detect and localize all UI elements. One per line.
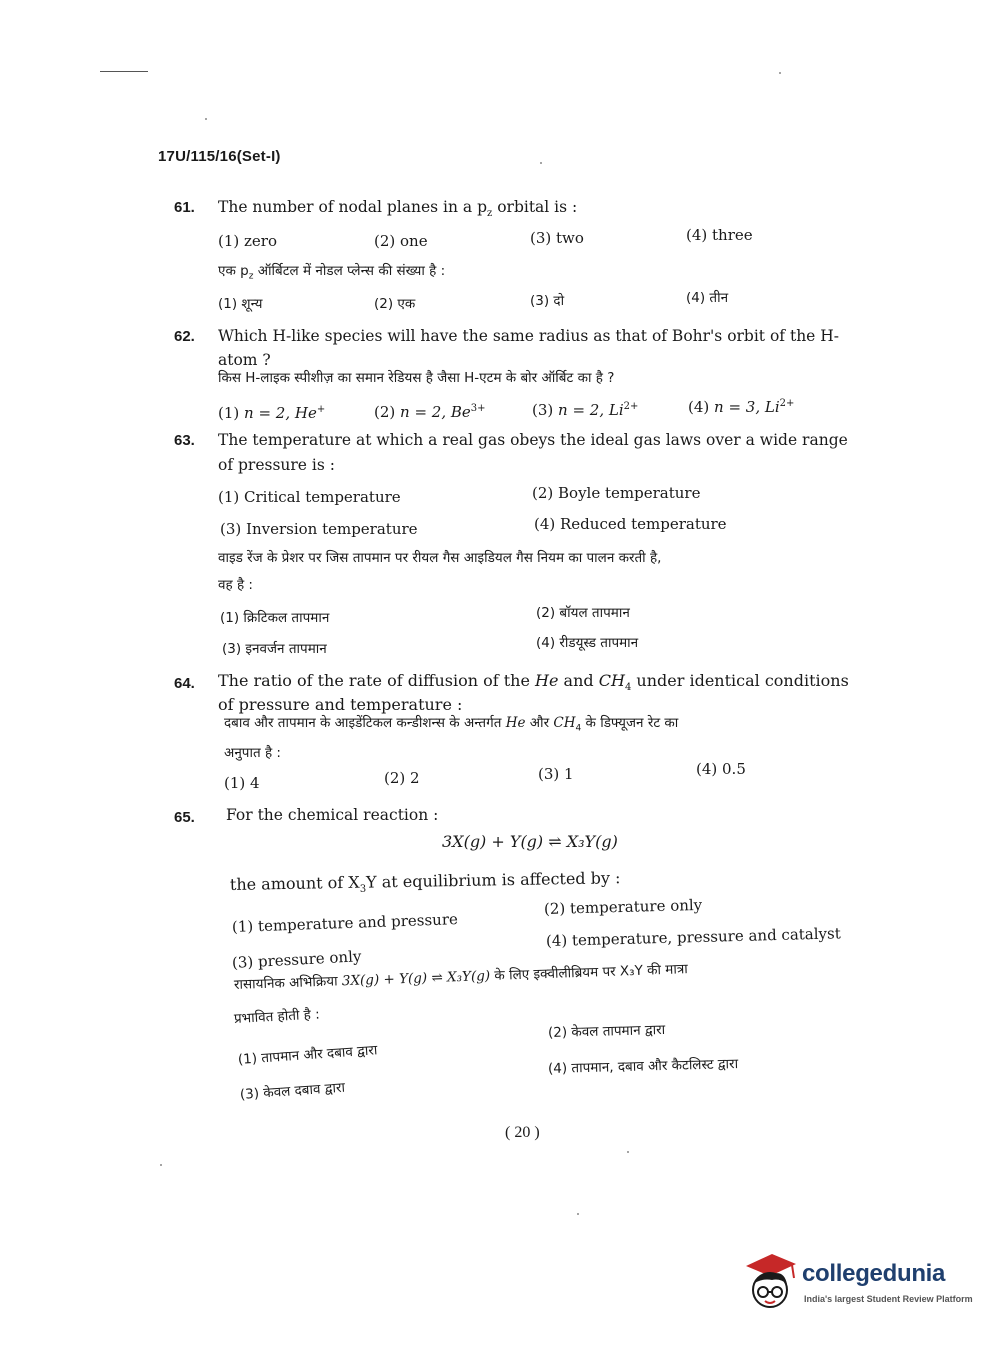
scan-speck — [540, 162, 542, 164]
brand-tagline: India's largest Student Review Platform — [804, 1294, 973, 1304]
question-text-en-line1: For the chemical reaction : — [226, 806, 439, 824]
option-3-hi: (3) केवल दबाव द्वारा — [239, 1079, 346, 1103]
option-2-hi: (2) बॉयल तापमान — [536, 605, 630, 621]
question-text-en-line1: The ratio of the rate of diffusion of the He and $CH_4$ under identical conditions — [218, 671, 849, 694]
question-text-hi: एक $p_z$ ऑर्बिटल में नोडल प्लेन्स की संख्या है : — [218, 263, 446, 282]
question-text-en-line1: Which H-like species will have the same radius as that of Bohr's orbit of the H- — [218, 327, 840, 345]
option-1-hi: (1) क्रिटिकल तापमान — [220, 610, 330, 626]
question-number: 61. — [174, 199, 195, 216]
question-number: 65. — [174, 809, 195, 826]
option-4: (4) n = 3, $Li^{2+}$ — [688, 398, 795, 416]
question-text-en-line2: of pressure and temperature : — [218, 695, 463, 714]
option-4: (4) Reduced temperature — [534, 515, 727, 533]
scan-speck — [627, 1151, 629, 1153]
question-text-hi-line1: वाइड रेंज के प्रेशर पर जिस तापमान पर रीयल गैस आइडियल गैस नियम का पालन करती है, — [218, 550, 662, 566]
question-text-en: The number of nodal planes in a $p_z$ orbital is : — [218, 198, 578, 220]
option-4: (4) three — [686, 226, 753, 244]
option-2-hi: (2) केवल तापमान द्वारा — [547, 1021, 666, 1041]
page-number: ( 20 ) — [505, 1124, 540, 1141]
option-4-hi: (4) तीन — [686, 290, 729, 306]
question-text-hi-line2: वह है : — [218, 577, 253, 593]
reaction-equation: 3X(g) + Y(g) ⇌ X₃Y(g) — [442, 832, 618, 851]
question-text-hi-line2: प्रभावित होती है : — [233, 1006, 321, 1027]
question-number: 64. — [174, 675, 195, 692]
option-4: (4) 0.5 — [696, 760, 746, 778]
question-text-hi-line2: अनुपात है : — [224, 745, 281, 761]
question-text-en-line1: The temperature at which a real gas obeys the ideal gas laws over a wide range — [218, 431, 848, 449]
question-number: 63. — [174, 432, 195, 449]
scan-speck — [779, 72, 781, 74]
question-61 — [174, 199, 844, 319]
option-3: (3) n = 2, $Li^{2+}$ — [532, 401, 639, 419]
option-2: (2) temperature only — [543, 895, 703, 918]
scan-speck — [205, 118, 207, 120]
option-1: (1) n = 2, He+ — [218, 404, 326, 422]
option-1: (1) temperature and pressure — [231, 910, 459, 936]
question-text-hi: किस H-लाइक स्पीशीज़ का समान रेडियस है जैसा H-एटम के बोर ऑर्बिट का है ? — [218, 370, 615, 386]
option-1-hi: (1) तापमान और दबाव द्वारा — [237, 1042, 378, 1068]
mascot-logo-icon — [742, 1250, 798, 1312]
option-3-hi: (3) दो — [530, 293, 565, 309]
option-2: (2) 2 — [384, 769, 420, 787]
option-3: (3) Inversion temperature — [220, 520, 418, 538]
option-3-hi: (3) इनवर्जन तापमान — [222, 641, 327, 657]
question-65 — [174, 805, 844, 1110]
question-64 — [174, 670, 849, 795]
option-4: (4) temperature, pressure and catalyst — [545, 924, 841, 950]
scan-speck — [160, 1164, 162, 1166]
option-2-hi: (2) एक — [374, 296, 416, 312]
option-3: (3) two — [530, 229, 584, 247]
question-text-hi-line1: रासायनिक अभिक्रिया 3X(g) + Y(g) ⇌ X₃Y(g) के लिए इक्वीलीब्रियम पर X₃Y की मात्रा — [233, 961, 689, 993]
paper-code: 17U/115/16(Set-I) — [158, 148, 281, 165]
question-text-hi-line1: दबाव और तापमान के आइडेंटिकल कन्डीशन्स के अन्तर्गत He और $CH_4$ के डिफ्यूजन रेट का — [224, 715, 679, 734]
option-2: (2) one — [374, 232, 428, 250]
question-text-en-line2: atom ? — [218, 351, 271, 369]
collegedunia-watermark — [742, 1250, 972, 1320]
brand-name: collegedunia — [802, 1260, 946, 1287]
option-1: (1) Critical temperature — [218, 488, 401, 506]
option-4-hi: (4) तापमान, दबाव और कैटलिस्ट द्वारा — [547, 1056, 739, 1077]
question-text-en-line2: the amount of $X_3Y$ at equilibrium is affected by : — [229, 868, 621, 895]
option-1: (1) 4 — [224, 774, 260, 792]
option-2: (2) Boyle temperature — [532, 484, 701, 502]
option-4-hi: (4) रीडयूस्ड तापमान — [536, 635, 639, 651]
question-63 — [174, 430, 848, 665]
scan-speck — [577, 1213, 579, 1215]
option-1-hi: (1) शून्य — [218, 296, 263, 312]
question-text-en-line2: of pressure is : — [218, 456, 335, 474]
option-1: (1) zero — [218, 232, 277, 250]
question-number: 62. — [174, 328, 195, 345]
question-62 — [174, 326, 844, 426]
option-3: (3) 1 — [538, 765, 574, 783]
top-rule — [100, 71, 148, 72]
option-3: (3) pressure only — [231, 947, 362, 972]
option-2: (2) n = 2, $Be^{3+}$ — [374, 403, 486, 421]
